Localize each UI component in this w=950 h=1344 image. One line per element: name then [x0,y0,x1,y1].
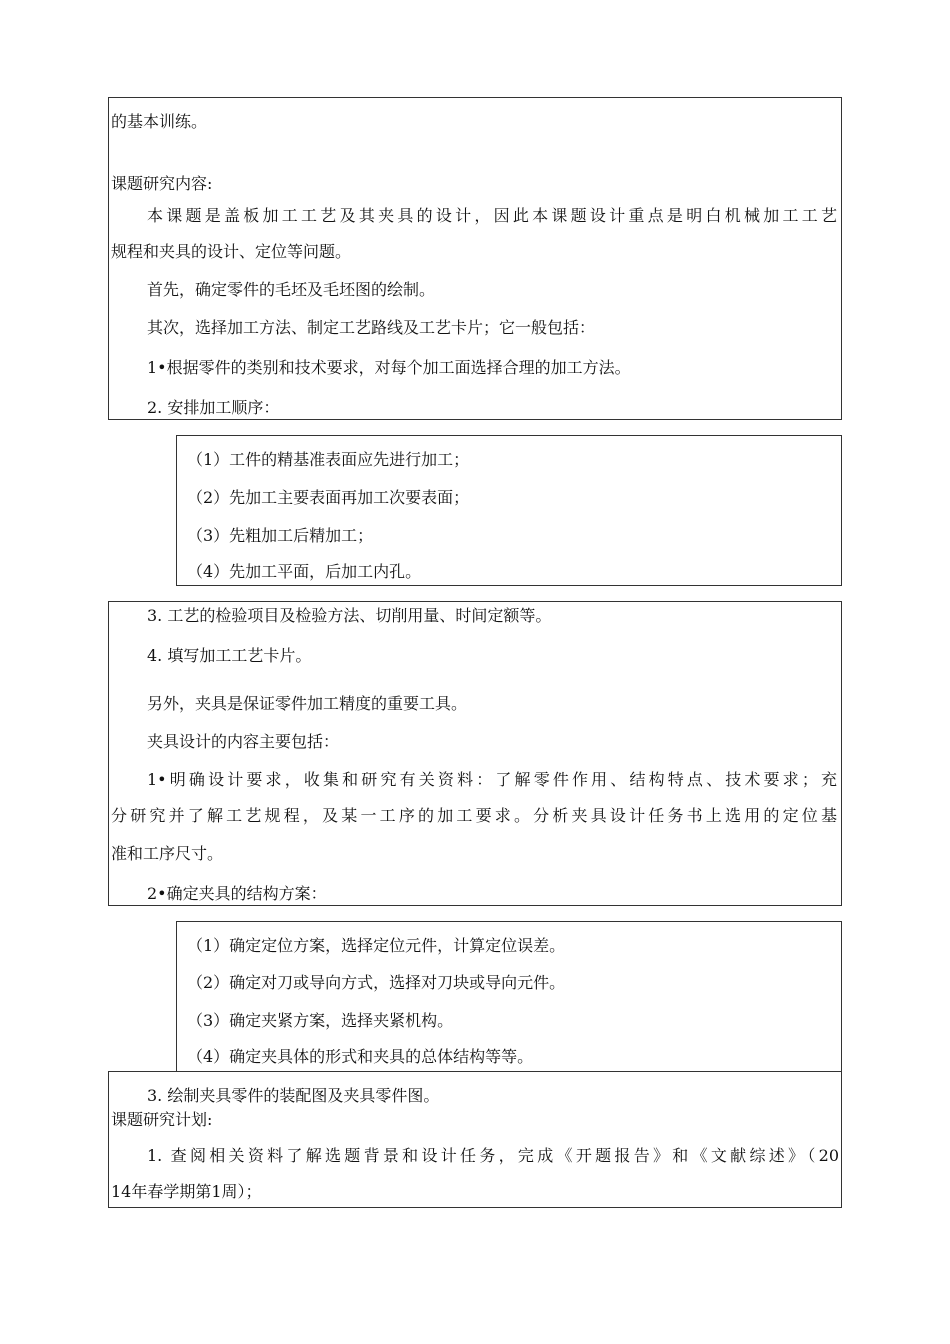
list-item: （3）先粗加工后精加工； [187,526,374,545]
content-box-research-content [108,97,842,420]
paragraph-line: 其次，选择加工方法、制定工艺路线及工艺卡片；它一般包括： [147,318,596,337]
section-heading-research-content: 课题研究内容: [111,174,213,193]
content-box-processing-order [176,435,842,586]
list-item: 3. 绘制夹具零件的装配图及夹具零件图。 [147,1086,440,1105]
list-item: 1. 查阅相关资料了解选题背景和设计任务，完成《开题报告》和《文献综述》（20 [147,1146,839,1165]
list-item: （1）确定定位方案，选择定位元件，计算定位误差。 [187,936,566,955]
list-item: 2. 安排加工顺序： [147,398,280,417]
list-item: 1•明确设计要求，收集和研究有关资料：了解零件作用、结构特点、技术要求；充 [147,770,837,789]
content-box-research-plan [108,1071,842,1208]
list-item: （2）先加工主要表面再加工次要表面； [187,488,470,507]
paragraph-line: 首先，确定零件的毛坯及毛坯图的绘制。 [147,280,436,299]
list-item: （4）先加工平面，后加工内孔。 [187,562,422,581]
paragraph-line: 分研究并了解工艺规程，及某一工序的加工要求。分析夹具设计任务书上选用的定位基 [111,806,837,825]
list-item: 1•根据零件的类别和技术要求，对每个加工面选择合理的加工方法。 [147,358,631,377]
paragraph-line: 本课题是盖板加工工艺及其夹具的设计，因此本课题设计重点是明白机械加工工艺 [147,206,837,225]
section-heading-research-plan: 课题研究计划: [111,1110,213,1129]
list-item: 4. 填写加工工艺卡片。 [147,646,312,665]
list-item: 3. 工艺的检验项目及检验方法、切削用量、时间定额等。 [147,606,552,625]
paragraph-line: 14年春学期第1周）； [111,1182,262,1201]
list-item: （2）确定对刀或导向方式，选择对刀块或导向元件。 [187,973,566,992]
content-box-fixture-design [108,601,842,906]
list-item: （3）确定夹紧方案，选择夹紧机构。 [187,1011,454,1030]
list-item: （1）工件的精基准表面应先进行加工； [187,450,470,469]
paragraph-line: 夹具设计的内容主要包括： [147,732,340,751]
text-line: 的基本训练。 [111,112,208,131]
list-item: 2•确定夹具的结构方案： [147,884,327,903]
paragraph-line: 另外，夹具是保证零件加工精度的重要工具。 [147,694,468,713]
paragraph-line: 准和工序尺寸。 [111,844,224,863]
list-item: （4）确定夹具体的形式和夹具的总体结构等等。 [187,1047,534,1066]
paragraph-line: 规程和夹具的设计、定位等问题。 [111,242,352,261]
content-box-fixture-structure [176,921,842,1072]
